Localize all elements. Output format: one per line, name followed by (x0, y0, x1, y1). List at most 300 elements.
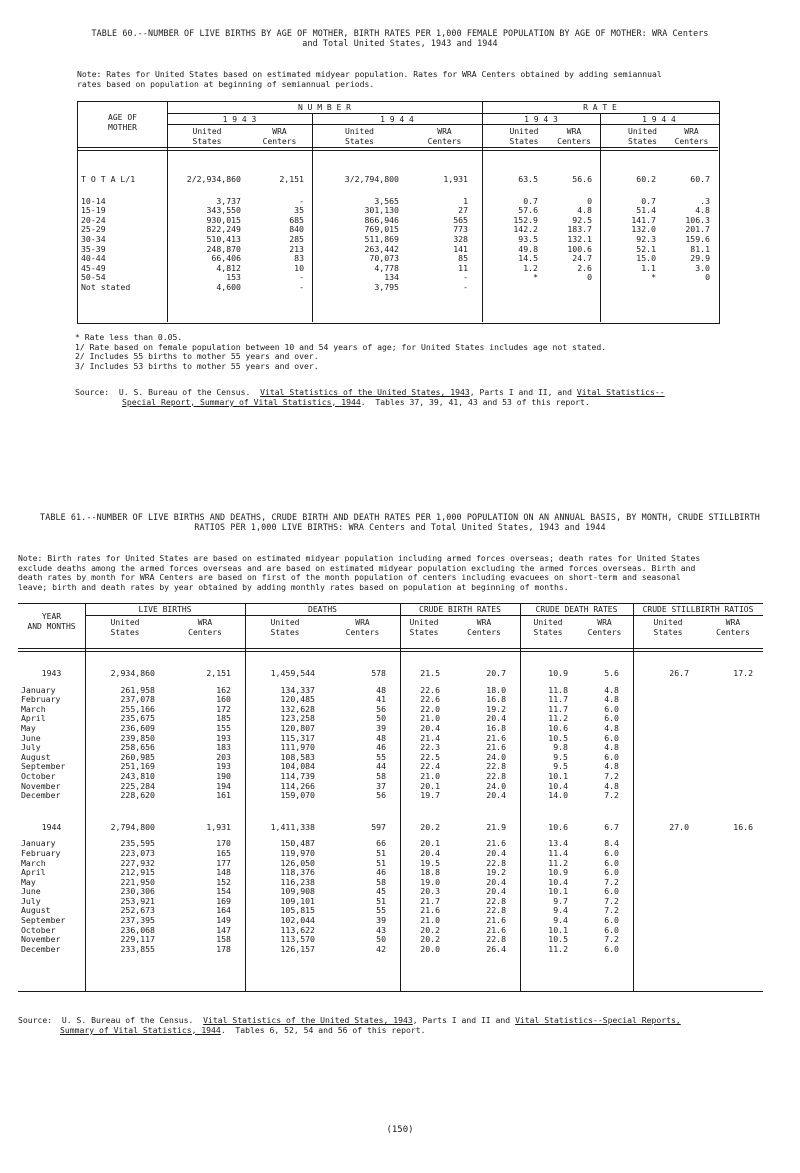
table-cell: 2/2,934,860 (186, 174, 241, 184)
table-cell: 597 (371, 821, 386, 832)
table-cell: 20.4 (486, 876, 506, 887)
table-cell: 328 (453, 233, 468, 244)
table-cell: 150,487 (280, 838, 315, 849)
table-cell (703, 724, 763, 734)
table-cell: 11.2 (548, 713, 568, 724)
table-cell: May (21, 722, 36, 733)
table60-col-header (312, 127, 407, 146)
table-cell: 21.6 (486, 742, 506, 753)
table-cell: 58 (376, 770, 386, 781)
table61-col-header (520, 618, 576, 637)
spacer (18, 801, 763, 823)
table-cell: January (21, 684, 56, 695)
table-cell: 141 (453, 243, 468, 254)
table-cell (633, 839, 703, 849)
table-cell: 10.1 (548, 924, 568, 935)
table-cell: 1,459,544 (270, 668, 315, 678)
table-cell: 511,869 (364, 233, 399, 244)
source-title: Vital Statistics of the United States, 1943 (203, 1015, 413, 1025)
table-cell (703, 772, 763, 782)
table-cell: 40-44 (81, 253, 106, 264)
table-cell (633, 791, 703, 801)
table-cell: 21.0 (420, 713, 440, 724)
table-cell: 20.7 (486, 668, 506, 678)
table-cell: 6.0 (604, 886, 619, 897)
header-text: YEAR (41, 612, 62, 621)
table-cell: - (463, 281, 468, 292)
table61-rule (85, 615, 763, 616)
table-cell: 111,970 (280, 742, 315, 753)
header-text: States (628, 136, 657, 146)
table-cell: 5.6 (604, 668, 619, 678)
table-cell: 193 (216, 761, 231, 772)
table-cell: 22.8 (486, 905, 506, 916)
table60-note-line2: rates based on population at beginning of semiannual periods. (77, 78, 375, 89)
header-text: Centers (262, 136, 297, 146)
table61-rule (18, 991, 763, 992)
table-cell: 100.6 (567, 243, 592, 254)
table-cell: 4,812 (216, 262, 241, 273)
table-cell (703, 782, 763, 792)
table-cell (703, 868, 763, 878)
table-cell: 120,807 (280, 722, 315, 733)
table-cell: 50-54 (81, 272, 106, 283)
table-cell (703, 887, 763, 897)
table-cell: 21.7 (420, 895, 440, 906)
header-text: WRA (197, 618, 213, 627)
table-cell: 233,855 (120, 943, 155, 954)
table-row-year (18, 823, 763, 833)
table-cell: 158 (216, 934, 231, 945)
table-cell: 19.7 (420, 790, 440, 801)
table-cell: 190 (216, 770, 231, 781)
footnote-1: 1/ Rate based on female population between 10 and 54 years of age; for United States includes age not stated. (75, 341, 607, 352)
table-cell: March (21, 857, 46, 868)
table60-col-header (167, 127, 247, 146)
source-text: , Parts I and II, and (469, 387, 577, 397)
table-cell: 16.6 (733, 821, 753, 832)
source-title: Special Report, Summary of Vital Statistics, 1944 (122, 396, 361, 407)
header-text: States (509, 136, 539, 146)
header-text: United (533, 618, 563, 627)
table-cell: 10.1 (548, 770, 568, 781)
table60-year-header: 1 9 4 4 (642, 115, 676, 124)
table60-col-header (247, 127, 312, 146)
table-cell: 252,673 (120, 905, 155, 916)
table-cell: 183.7 (567, 224, 592, 235)
table60-title-line2: and Total United States, 1943 and 1944 (302, 38, 498, 48)
table-cell: 10.6 (548, 722, 568, 733)
table60-note (77, 70, 757, 89)
table-cell: 6.0 (604, 703, 619, 714)
table-cell: 66 (376, 838, 386, 849)
table-cell: 193 (216, 732, 231, 743)
table-cell: 251,169 (120, 761, 155, 772)
table-cell: 2,151 (206, 668, 231, 678)
table-cell: 565 (453, 214, 468, 225)
table-cell: 45-49 (81, 262, 106, 273)
source-title: Summary of Vital Statistics, 1944 (60, 1024, 221, 1035)
table-cell: 102,044 (280, 915, 315, 926)
header-text: States (192, 136, 222, 146)
table-cell: 30-34 (81, 233, 106, 244)
table-cell: 9.4 (553, 905, 568, 916)
table-cell: 822,249 (206, 224, 241, 235)
table-cell: 6.0 (604, 847, 619, 858)
table-cell: 510,413 (206, 233, 241, 244)
table-cell (703, 705, 763, 715)
table-cell: 228,620 (120, 790, 155, 801)
table-cell: 20.4 (486, 886, 506, 897)
table-cell: - (299, 281, 304, 292)
table-cell: 159,070 (280, 790, 315, 801)
table-cell: 685 (289, 214, 304, 225)
table-cell (633, 743, 703, 753)
table-cell (633, 695, 703, 705)
table-cell: 4,600 (216, 281, 241, 292)
table-cell: 22.3 (420, 742, 440, 753)
table-cell (703, 791, 763, 801)
table61-col-header (165, 618, 245, 637)
table-cell: 170 (216, 838, 231, 849)
table-cell: 27 (458, 205, 468, 216)
header-text: WRA (684, 127, 699, 136)
table-cell: 48 (376, 684, 386, 695)
table-cell: 42 (376, 943, 386, 954)
table-cell: 263,442 (364, 243, 399, 254)
table-cell: 154 (216, 886, 231, 897)
table-cell: 19.2 (486, 867, 506, 878)
table60-title (40, 28, 760, 48)
table-cell: 7.2 (604, 895, 619, 906)
table-cell: May (21, 876, 36, 887)
table-cell: 2,794,800 (110, 821, 155, 832)
table-cell: 10.1 (548, 886, 568, 897)
table-cell: 56 (376, 703, 386, 714)
table60-total-row-group (78, 175, 718, 197)
header-text: United (509, 127, 539, 136)
table-cell: 20.1 (420, 780, 440, 791)
table-cell: 9.5 (553, 751, 568, 762)
table-cell: September (21, 761, 66, 772)
table-cell: April (21, 867, 46, 878)
table-cell: 24.7 (572, 253, 592, 264)
table-cell (633, 945, 703, 955)
table-cell: 58 (376, 876, 386, 887)
table-cell: 106.3 (685, 214, 710, 225)
source-text: . Tables 6, 52, 54 and 56 of this report. (220, 1024, 426, 1035)
table-cell: 43 (376, 924, 386, 935)
table-cell: 3.0 (695, 262, 710, 273)
table-cell: 159.6 (685, 233, 710, 244)
table61-title-line1: TABLE 61.--NUMBER OF LIVE BIRTHS AND DEATHS, CRUDE BIRTH AND DEATH RATES PER 1,000 POPULATION ON AN ANNUAL BASIS, BY MONTH, CRUDE STILLBIRTH (40, 512, 760, 522)
table-cell: 20.1 (420, 838, 440, 849)
table-cell: 45 (376, 886, 386, 897)
table-cell: 20.2 (420, 924, 440, 935)
table61-group-header: CRUDE STILLBIRTH RATIOS (642, 605, 754, 614)
table-cell: 236,609 (120, 722, 155, 733)
table-cell (633, 916, 703, 926)
table-cell: 21.6 (486, 924, 506, 935)
table-cell: 239,850 (120, 732, 155, 743)
table-cell: 149 (216, 915, 231, 926)
table-cell (482, 283, 548, 293)
table-cell: 172 (216, 703, 231, 714)
table-cell: 39 (376, 722, 386, 733)
table-cell: 11.8 (548, 684, 568, 695)
table-cell: 9.4 (553, 915, 568, 926)
table-cell: 343,550 (206, 205, 241, 216)
table-cell (633, 887, 703, 897)
table-cell: 17.2 (733, 668, 753, 678)
table-cell: 185 (216, 713, 231, 724)
table-cell: 141.7 (631, 214, 656, 225)
table-cell: April (21, 713, 46, 724)
spacer-row (18, 801, 763, 823)
table-cell: 0.7 (523, 195, 538, 206)
table-cell: 1,931 (206, 821, 231, 832)
table-cell: 10.6 (548, 821, 568, 832)
table-cell: 21.6 (486, 838, 506, 849)
table-cell: 142.2 (513, 224, 538, 235)
table-cell: Not stated (81, 281, 131, 292)
table-cell: 6.0 (604, 915, 619, 926)
table-cell: 212,915 (120, 867, 155, 878)
table-cell: T O T A L/1 (81, 174, 136, 184)
table-cell: 165 (216, 847, 231, 858)
table-cell (703, 926, 763, 936)
table-row (18, 791, 763, 801)
table-cell: 63.5 (518, 174, 538, 184)
table-cell: 126,157 (280, 943, 315, 954)
table-cell: 93.5 (518, 233, 538, 244)
table61-note-line1: Note: Birth rates for United States are based on estimated midyear population including armed forces overseas; death rates for United States (18, 553, 701, 563)
table-cell (633, 859, 703, 869)
header-text: Centers (427, 136, 462, 146)
table-cell: 22.8 (486, 761, 506, 772)
table-cell: 1,931 (443, 174, 468, 184)
header-text: Centers (674, 136, 709, 146)
table-cell: 2.6 (577, 262, 592, 273)
table-cell: 66,406 (211, 253, 241, 264)
header-text: AND MONTHS (27, 621, 76, 631)
header-text: Centers (587, 627, 622, 637)
spacer-row (78, 185, 718, 197)
table-cell: 70,073 (369, 253, 399, 264)
table-cell: 227,932 (120, 857, 155, 868)
table-cell: 258,656 (120, 742, 155, 753)
table60-rule (78, 147, 718, 148)
table-cell (703, 686, 763, 696)
table-cell: 119,970 (280, 847, 315, 858)
table-cell (633, 868, 703, 878)
header-text: Centers (467, 627, 501, 637)
table-cell: 109,101 (280, 895, 315, 906)
header-text: United (110, 618, 140, 627)
table-cell: 21.0 (420, 915, 440, 926)
table-cell: 26.4 (486, 943, 506, 954)
table-cell: 11.7 (548, 694, 568, 705)
table-cell: 213 (289, 243, 304, 254)
table-cell: 194 (216, 780, 231, 791)
table-cell: 178 (216, 943, 231, 954)
table-cell: 56 (376, 790, 386, 801)
table-cell: 108,583 (280, 751, 315, 762)
table-cell (703, 762, 763, 772)
table-cell (703, 839, 763, 849)
table-row-year (18, 669, 763, 679)
table-cell: 21.9 (486, 821, 506, 832)
table-cell: 11.4 (548, 847, 568, 858)
table-cell: October (21, 924, 56, 935)
table61-rule (18, 603, 763, 604)
table-cell: 57.6 (518, 205, 538, 216)
table60-age-header (78, 113, 167, 132)
table-cell (633, 906, 703, 916)
table-cell: * (533, 272, 538, 283)
table-cell: 15.0 (636, 253, 656, 264)
table-cell: 10.9 (548, 867, 568, 878)
table60-year-header: 1 9 4 3 (524, 115, 558, 124)
table-cell: 26.7 (669, 668, 689, 678)
table-cell (633, 686, 703, 696)
table-cell: 22.8 (486, 934, 506, 945)
table-cell: 147 (216, 924, 231, 935)
table-cell: 4.8 (604, 761, 619, 772)
table-cell: 3,795 (374, 281, 399, 292)
table-cell: 39 (376, 915, 386, 926)
table-cell: 1943 (41, 668, 62, 678)
table61-group-header: CRUDE BIRTH RATES (419, 605, 501, 614)
table-cell: 225,284 (120, 780, 155, 791)
table61-col-header (400, 618, 448, 637)
table-cell: 22.6 (420, 684, 440, 695)
table-cell (703, 916, 763, 926)
table-cell: 123,258 (280, 713, 315, 724)
source-title: Vital Statistics of the United States, 1943 (260, 387, 470, 397)
header-text: States (653, 627, 683, 637)
table-cell (703, 753, 763, 763)
table-cell: 56.6 (572, 174, 592, 184)
table60-rule (167, 113, 719, 114)
table-cell: February (21, 847, 61, 858)
table61-title (18, 512, 782, 532)
header-text: WRA (597, 618, 612, 627)
table-cell: 48 (376, 732, 386, 743)
table-cell: 237,395 (120, 915, 155, 926)
table-cell: 160 (216, 694, 231, 705)
table-cell: 3,565 (374, 195, 399, 206)
table61-year-header (18, 612, 85, 631)
table-cell: 49.8 (518, 243, 538, 254)
table-cell: 10 (294, 262, 304, 273)
table-cell: 46 (376, 867, 386, 878)
table-cell: 21.0 (420, 770, 440, 781)
table-cell: 6.7 (604, 821, 619, 832)
source-title: Vital Statistics-- (576, 387, 665, 397)
table-cell: 7.2 (604, 905, 619, 916)
table-cell: 10.9 (548, 668, 568, 678)
table-cell: 19.5 (420, 857, 440, 868)
table-cell: 0 (705, 272, 710, 283)
table-cell: June (21, 886, 41, 897)
table-cell: 223,073 (120, 847, 155, 858)
table-cell: 230,306 (120, 886, 155, 897)
table-cell (548, 283, 600, 293)
table-cell: 113,622 (280, 924, 315, 935)
table-cell: 152 (216, 876, 231, 887)
table-cell: 22.4 (420, 761, 440, 772)
table-cell: 6.0 (604, 732, 619, 743)
table-cell: 1.2 (523, 262, 538, 273)
table-cell: 104,084 (280, 761, 315, 772)
table-cell: 24.0 (486, 751, 506, 762)
table-cell: 22.8 (486, 770, 506, 781)
table-cell (633, 782, 703, 792)
table-cell (703, 897, 763, 907)
table-cell (633, 935, 703, 945)
table-cell (633, 772, 703, 782)
header-text: Centers (188, 627, 222, 637)
table-cell: 248,870 (206, 243, 241, 254)
table61-col-header (576, 618, 633, 637)
table-cell: 9.7 (553, 895, 568, 906)
table-cell: August (21, 905, 51, 916)
table-cell: 10-14 (81, 195, 106, 206)
table-cell: 27.0 (669, 821, 689, 832)
table60-col-header (407, 127, 482, 146)
table60-number-header: N U M B E R (298, 103, 351, 112)
table-cell: 11.7 (548, 703, 568, 714)
table61-note-line3: death rates by month for WRA Centers are based on first of the month population of centers including evacuees on short-term and seasonal (18, 572, 681, 583)
table-cell: 236,068 (120, 924, 155, 935)
table61-rule (18, 651, 763, 652)
table-cell: 41 (376, 694, 386, 705)
table60-col-header (548, 127, 600, 146)
header-text: Centers (716, 627, 750, 637)
table-cell: 0 (587, 195, 592, 206)
table60-source (75, 388, 755, 407)
table-cell: 10.4 (548, 876, 568, 887)
table-cell: 20.0 (420, 943, 440, 954)
table60-col-header (500, 127, 548, 146)
header-text: MOTHER (108, 122, 137, 132)
table-cell: 21.6 (486, 732, 506, 743)
header-text: WRA (725, 618, 741, 627)
table-cell: 85 (458, 253, 468, 264)
table-cell: 203 (216, 751, 231, 762)
table-cell: 4.8 (604, 742, 619, 753)
table-cell: 35-39 (81, 243, 106, 254)
table-cell: 81.1 (690, 243, 710, 254)
table-cell: 51 (376, 857, 386, 868)
page-number: (150) (386, 1125, 414, 1135)
table-cell: 118,376 (280, 867, 315, 878)
table-cell: 0.7 (641, 195, 656, 206)
table-cell: 14.0 (548, 790, 568, 801)
table61-col-header (633, 618, 703, 637)
table-cell: 229,117 (120, 934, 155, 945)
table60-footnotes (75, 333, 765, 371)
table-cell (633, 926, 703, 936)
table-cell (703, 906, 763, 916)
table-cell: 21.6 (420, 905, 440, 916)
table-cell: January (21, 838, 56, 849)
footnote-3: 3/ Includes 53 births to mother 55 years and over. (75, 360, 319, 371)
table-cell: 83 (294, 253, 304, 264)
table-cell: 260,985 (120, 751, 155, 762)
table-cell: 22.8 (486, 895, 506, 906)
